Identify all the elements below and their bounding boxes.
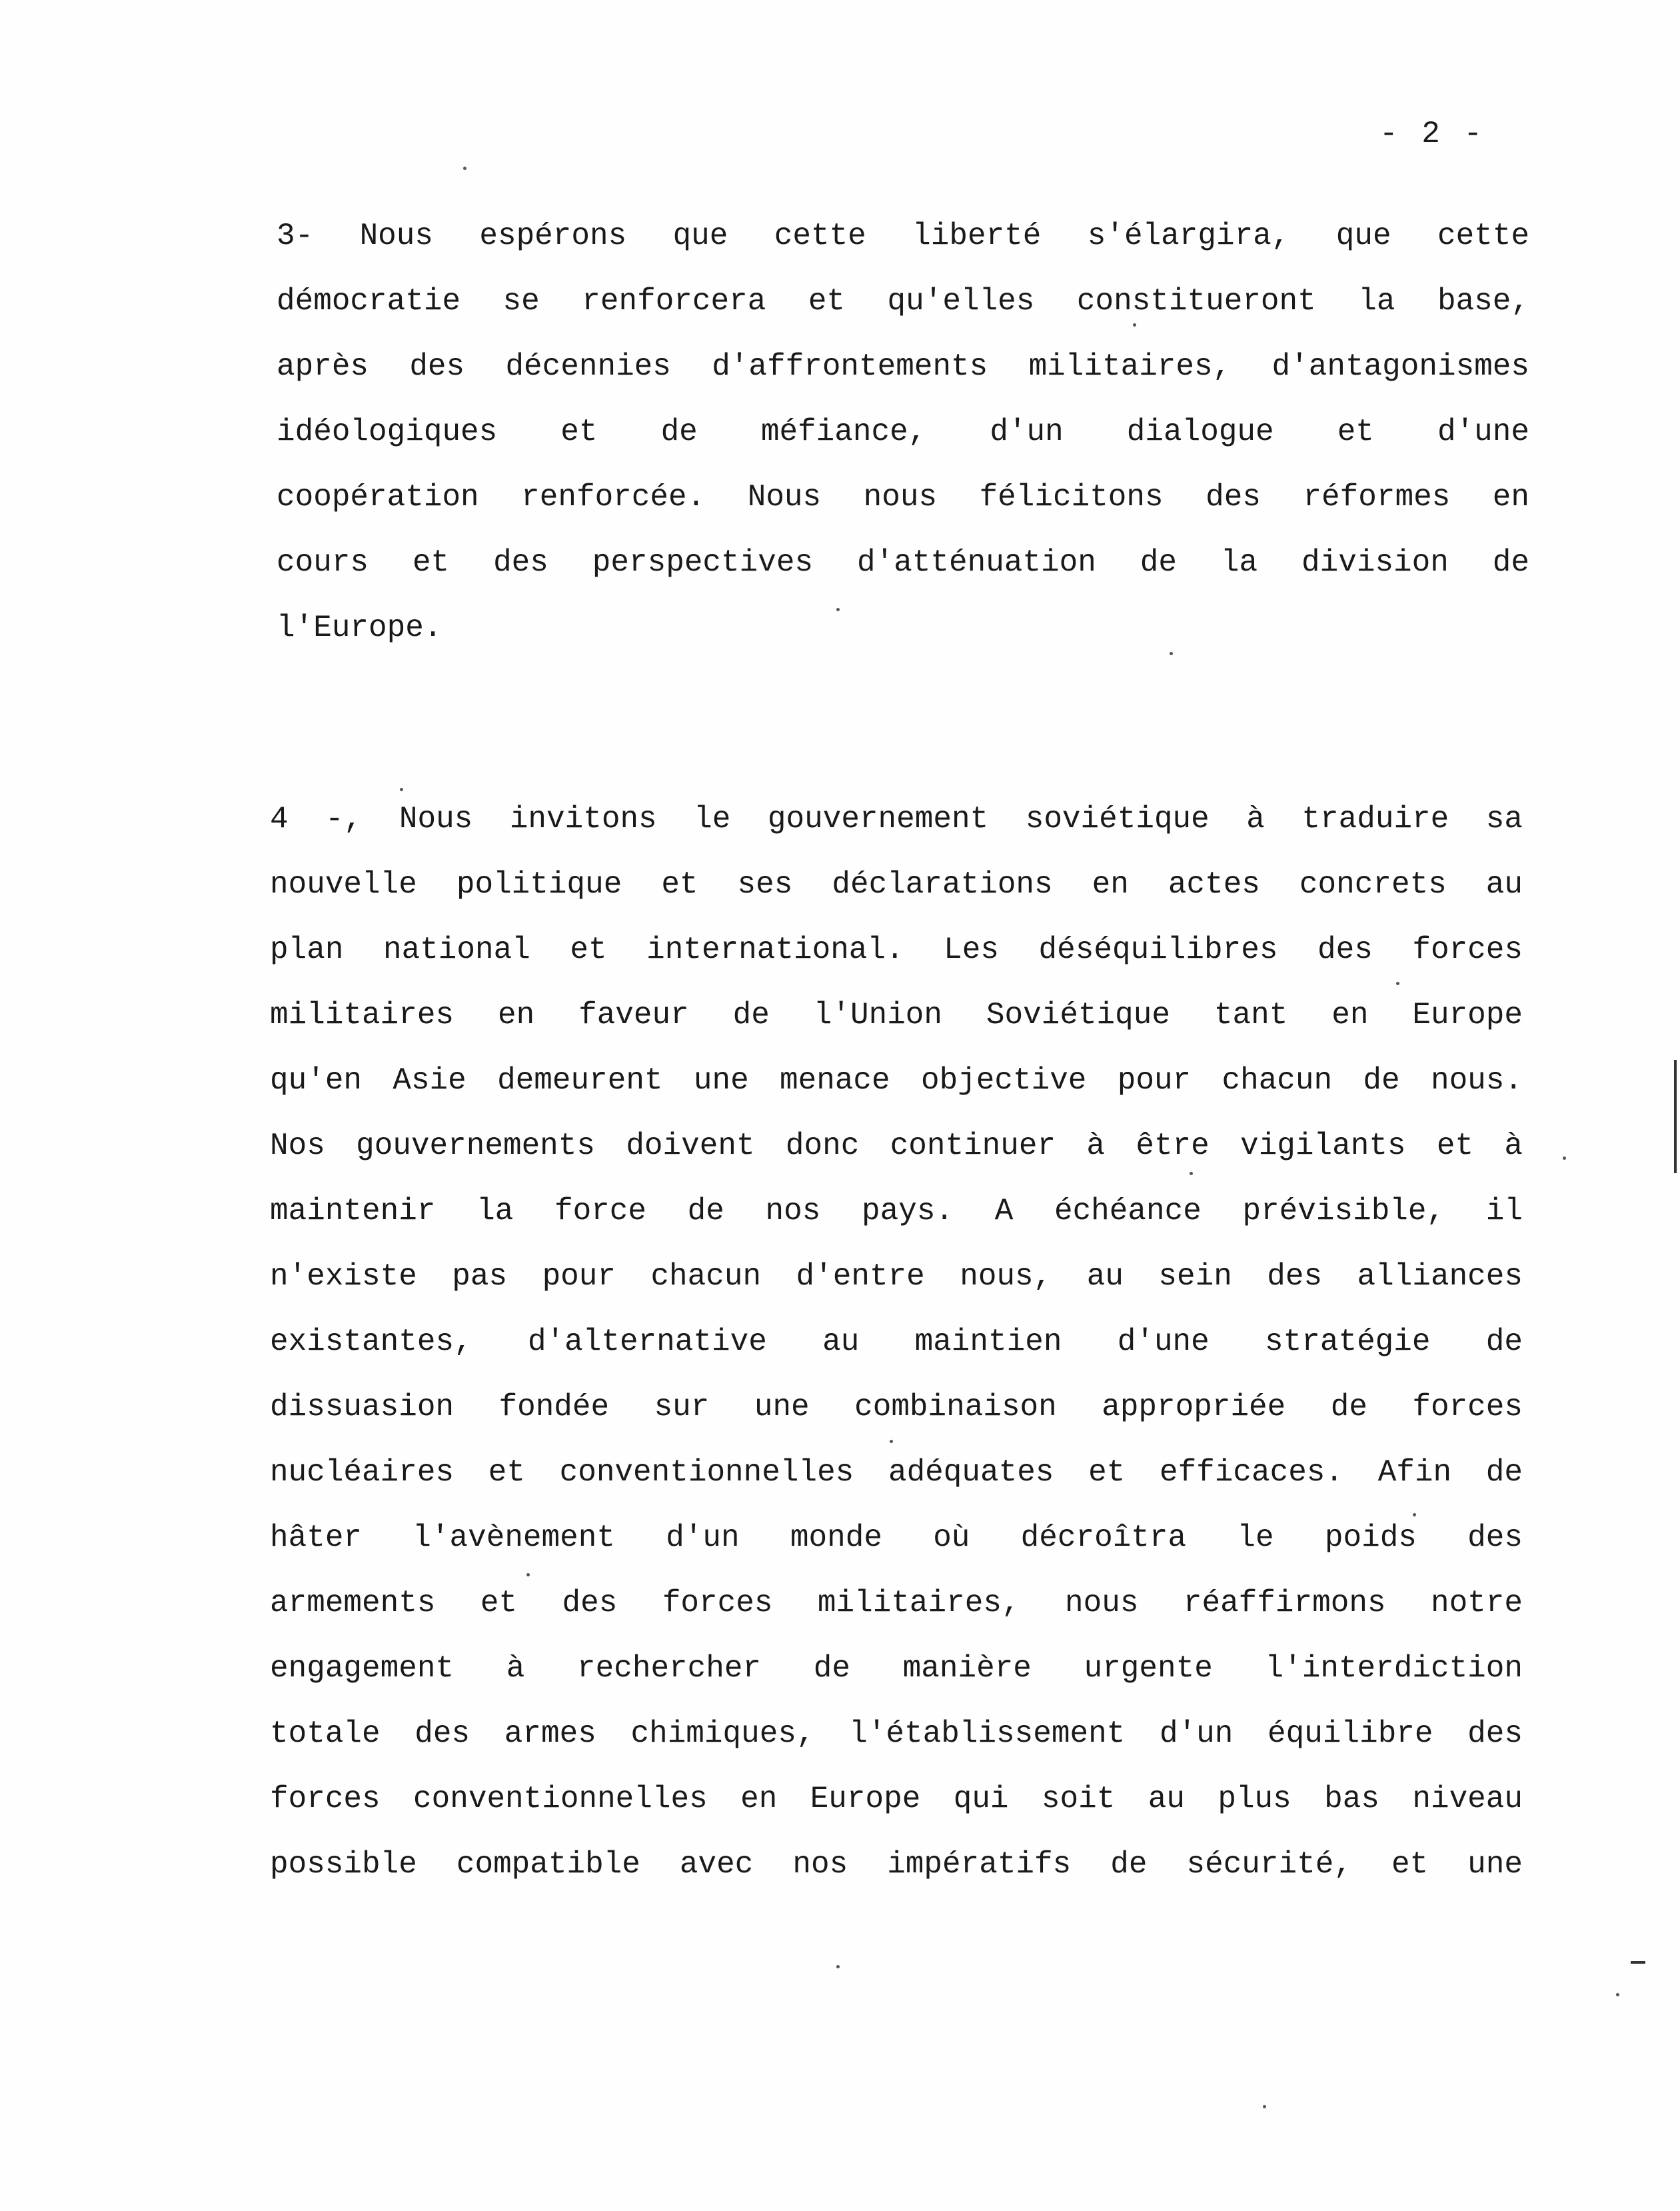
paragraph-line: l'Europe. bbox=[277, 611, 442, 645]
paragraph-line: coopération renforcée. Nous nous félicitons des réformes en bbox=[277, 480, 1529, 515]
paragraph-line: nucléaires et conventionnelles adéquates et efficaces. Afin de bbox=[270, 1455, 1523, 1490]
paragraph-line: n'existe pas pour chacun d'entre nous, au sein des alliances bbox=[270, 1259, 1523, 1294]
paragraph-line: forces conventionnelles en Europe qui soit au plus bas niveau bbox=[270, 1782, 1523, 1816]
paragraph-line: possible compatible avec nos impératifs de sécurité, et une bbox=[270, 1847, 1523, 1882]
scan-speck bbox=[463, 167, 466, 170]
scan-speck bbox=[526, 1573, 530, 1576]
scan-speck bbox=[1396, 982, 1399, 985]
paragraph-line: Nos gouvernements doivent donc continuer à être vigilants et à bbox=[270, 1128, 1523, 1163]
scan-speck bbox=[1190, 1172, 1193, 1175]
paragraph-line: qu'en Asie demeurent une menace objective pour chacun de nous. bbox=[270, 1063, 1523, 1098]
paragraph-line: militaires en faveur de l'Union Soviétique tant en Europe bbox=[270, 998, 1523, 1033]
paragraph-line: après des décennies d'affrontements militaires, d'antagonismes bbox=[277, 349, 1529, 384]
scan-speck bbox=[1563, 1156, 1566, 1160]
paragraph-line: dissuasion fondée sur une combinaison appropriée de forces bbox=[270, 1390, 1523, 1424]
paragraph-line: engagement à rechercher de manière urgente l'interdiction bbox=[270, 1651, 1523, 1686]
paragraph-4 bbox=[270, 787, 1523, 1897]
paragraph-line: 4 -, Nous invitons le gouvernement soviétique à traduire sa bbox=[270, 802, 1523, 837]
paragraph-line: hâter l'avènement d'un monde où décroîtra le poids des bbox=[270, 1520, 1523, 1555]
scan-speck bbox=[1616, 1993, 1619, 1996]
scan-speck bbox=[1170, 652, 1173, 655]
page-number: - 2 - bbox=[1379, 117, 1485, 151]
scan-speck bbox=[1133, 323, 1136, 327]
paragraph-line: existantes, d'alternative au maintien d'une stratégie de bbox=[270, 1324, 1523, 1359]
scan-speck bbox=[1413, 1513, 1416, 1516]
paragraph-3 bbox=[277, 203, 1529, 661]
scan-speck bbox=[400, 788, 403, 791]
paragraph-line: plan national et international. Les déséquilibres des forces bbox=[270, 933, 1523, 967]
scan-speck bbox=[836, 608, 840, 611]
scan-edge-mark bbox=[1631, 1961, 1645, 1964]
scan-speck bbox=[1263, 2105, 1266, 2108]
scan-edge-mark bbox=[1674, 1060, 1677, 1173]
scan-speck bbox=[836, 1965, 840, 1968]
paragraph-line: idéologiques et de méfiance, d'un dialogue et d'une bbox=[277, 415, 1529, 449]
paragraph-line: nouvelle politique et ses déclarations en actes concrets au bbox=[270, 867, 1523, 902]
paragraph-line: démocratie se renforcera et qu'elles constitueront la base, bbox=[277, 284, 1529, 319]
paragraph-line: totale des armes chimiques, l'établissement d'un équilibre des bbox=[270, 1716, 1523, 1751]
scan-speck bbox=[890, 1440, 893, 1443]
paragraph-line: cours et des perspectives d'atténuation de la division de bbox=[277, 545, 1529, 580]
paragraph-line: maintenir la force de nos pays. A échéance prévisible, il bbox=[270, 1194, 1523, 1228]
paragraph-line: 3- Nous espérons que cette liberté s'élargira, que cette bbox=[277, 219, 1529, 253]
paragraph-line: armements et des forces militaires, nous réaffirmons notre bbox=[270, 1586, 1523, 1620]
